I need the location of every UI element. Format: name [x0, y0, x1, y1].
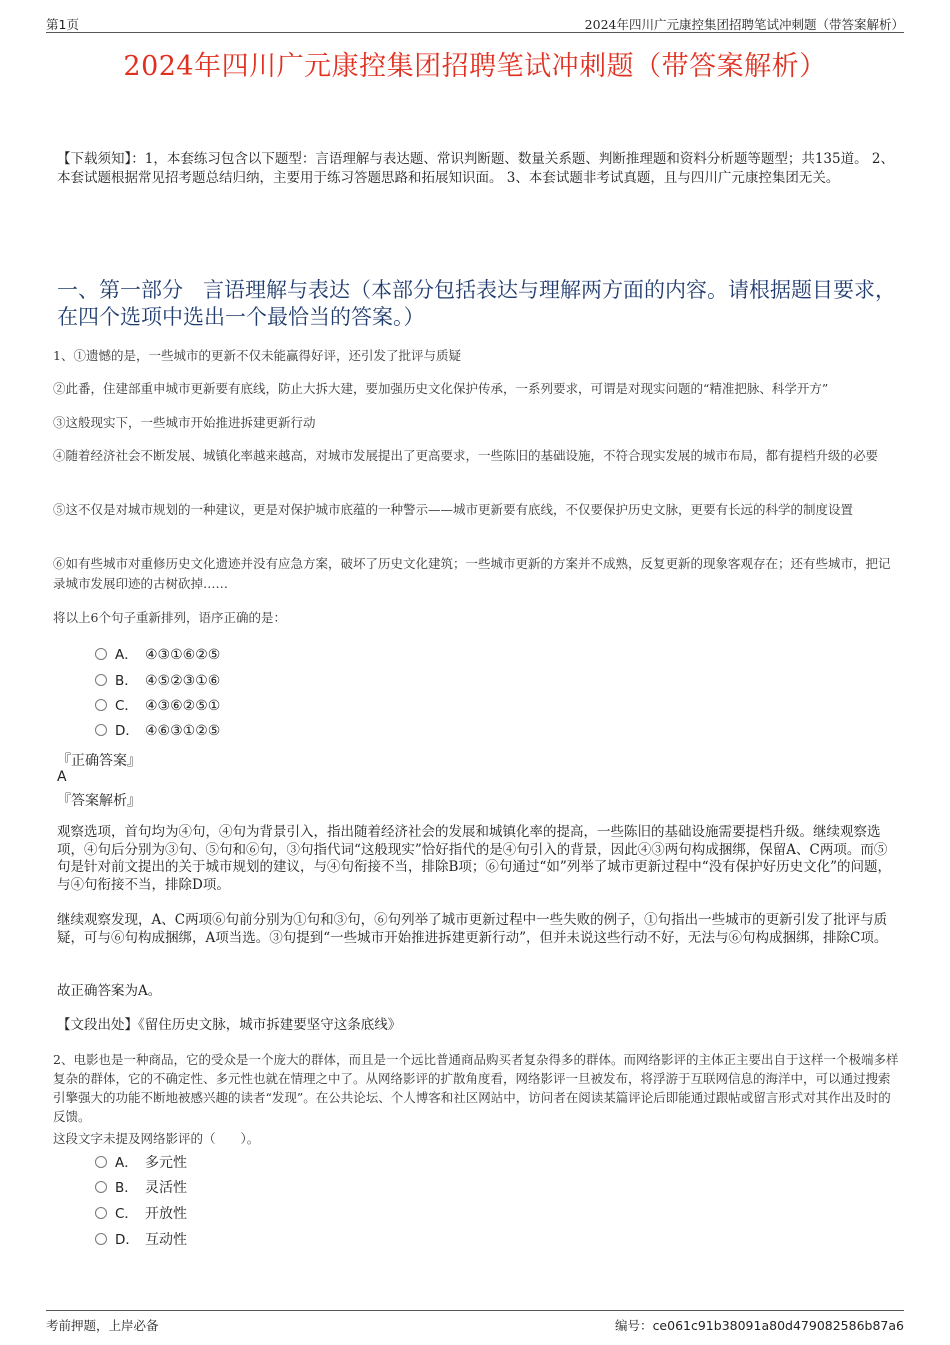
- page-header: [46, 12, 904, 33]
- answer-value: A: [57, 769, 67, 785]
- radio-icon[interactable]: [95, 1156, 107, 1168]
- radio-icon[interactable]: [95, 699, 107, 711]
- document-title: 2024年四川广元康控集团招聘笔试冲刺题（带答案解析）: [123, 51, 827, 82]
- q1-sentence-5: ⑤这不仅是对城市规划的一种建议，更是对保护城市底蕴的一种警示——城市更新要有底线，不仅要保护历史文脉，更要有长远的科学的制度设置: [53, 502, 854, 517]
- radio-icon[interactable]: [95, 674, 107, 686]
- q1-option-b[interactable]: B． ④⑤②③①⑥: [95, 671, 220, 691]
- q2-stem: 这段文字未提及网络影评的（ ）。: [53, 1131, 260, 1146]
- q1-sentence-4: ④随着经济社会不断发展、城镇化率越来越高，对城市发展提出了更高要求，一些陈旧的基础设施，不符合现实发展的城市布局，都有提档升级的必要: [53, 448, 879, 463]
- section-part: 一、第一部分: [57, 278, 183, 302]
- footer-code: 编号：ce061c91b38091a80d479082586b87a6: [615, 1318, 904, 1333]
- q2-passage: 2、电影也是一种商品，它的受众是一个庞大的群体，而且是一个远比普通商品购买者复杂得多的群体。而网络影评的主体正主要出自于这样一个极端多样复杂的群体，它的不确定性、多元性也就在情理之中了。从网络影评的扩散角度看，网络影评一旦被发布，将浮游于互联网信息的海洋中，可以通过搜索引擎强大的功能不断地被感兴趣的读者“发现”。在公共论坛、个人博客和社区网站中，访问者在阅读某篇评论后即能通过跟帖或留言形式对其作出及时的反馈。: [53, 1052, 899, 1124]
- analysis-paragraph-1: 观察选项，首句均为④句，④句为背景引入，指出随着经济社会的发展和城镇化率的提高，一些陈旧的基础设施需要提档升级。继续观察选项，④句后分别为③句、⑤句和⑥句，③句指代词“这般现实”恰好指代的是④句引入的背景，因此④③两句构成捆绑，保留A、C两项。而⑤句是针对前文提出的关于城市规划的建议，与④句衔接不当，排除B项；⑥句通过“如”列举了城市更新过程中“没有保护好历史文化”的问题，与④句衔接不当，排除D项。: [57, 824, 892, 893]
- radio-icon[interactable]: [95, 1233, 107, 1245]
- q1-option-c[interactable]: C． ④③⑥②⑤①: [95, 696, 220, 716]
- q2-option-d[interactable]: D． 互动性: [95, 1230, 187, 1250]
- q1-option-a[interactable]: A． ④③①⑥②⑤: [95, 645, 220, 665]
- q1-sentence-6: ⑥如有些城市对重修历史文化遗迹并没有应急方案，破坏了历史文化建筑；一些城市更新的方案并不成熟，反复更新的现象客观存在；还有些城市，把记录城市发展印迹的古树砍掉……: [53, 556, 891, 591]
- answer-label: 『正确答案』: [57, 753, 141, 769]
- analysis-label: 『答案解析』: [57, 793, 141, 809]
- page-number: 第1页: [46, 17, 79, 32]
- footer-slogan: 考前押题，上岸必备: [46, 1318, 159, 1333]
- radio-icon[interactable]: [95, 648, 107, 660]
- q2-option-b[interactable]: B． 灵活性: [95, 1178, 187, 1198]
- q1-option-d[interactable]: D． ④⑥③①②⑤: [95, 721, 220, 741]
- radio-icon[interactable]: [95, 1181, 107, 1193]
- radio-icon[interactable]: [95, 1207, 107, 1219]
- analysis-paragraph-3: 故正确答案为A。: [57, 983, 162, 999]
- analysis-paragraph-2: 继续观察发现，A、C两项⑥句前分别为①句和③句，⑥句列举了城市更新过程中一些失败的例子，①句指出一些城市的更新引发了批评与质疑，可与⑥句构成捆绑，A项当选。③句提到“一些城市开始推进拆建更新行动”，但并未说这些行动不好，无法与⑥句构成捆绑，排除C项。: [57, 912, 888, 946]
- q2-option-a[interactable]: A． 多元性: [95, 1153, 187, 1173]
- q1-sentence-1: 1、①遗憾的是，一些城市的更新不仅未能赢得好评，还引发了批评与质疑: [53, 348, 461, 363]
- radio-icon[interactable]: [95, 724, 107, 736]
- source-citation: 【文段出处】《留住历史文脉，城市拆建要坚守这条底线》: [57, 1017, 402, 1033]
- download-notice: 【下载须知】：1，本套练习包含以下题型：言语理解与表达题、常识判断题、数量关系题、判断推理题和资料分析题等题型；共135道。 2、本套试题根据常见招考题总结归纳，主要用于练习答题思路和拓展知识面。 3、本套试题非考试真题，且与四川广元康控集团无关。: [57, 151, 894, 186]
- page-footer: [46, 1310, 904, 1337]
- q2-option-c[interactable]: C． 开放性: [95, 1204, 187, 1224]
- q1-sentence-2: ②此番，住建部重申城市更新要有底线，防止大拆大建，要加强历史文化保护传承，一系列要求，可谓是对现实问题的“精准把脉、科学开方”: [53, 381, 829, 396]
- header-doc-title: 2024年四川广元康控集团招聘笔试冲刺题（带答案解析）: [584, 17, 904, 32]
- q1-sentence-3: ③这般现实下，一些城市开始推进拆建更新行动: [53, 415, 316, 430]
- section-heading: [57, 277, 899, 331]
- q1-stem: 将以上6个句子重新排列，语序正确的是：: [53, 610, 286, 625]
- section-description: 言语理解与表达（本部分包括表达与理解两方面的内容。请根据题目要求，在四个选项中选出一个最恰当的答案。）: [57, 278, 896, 329]
